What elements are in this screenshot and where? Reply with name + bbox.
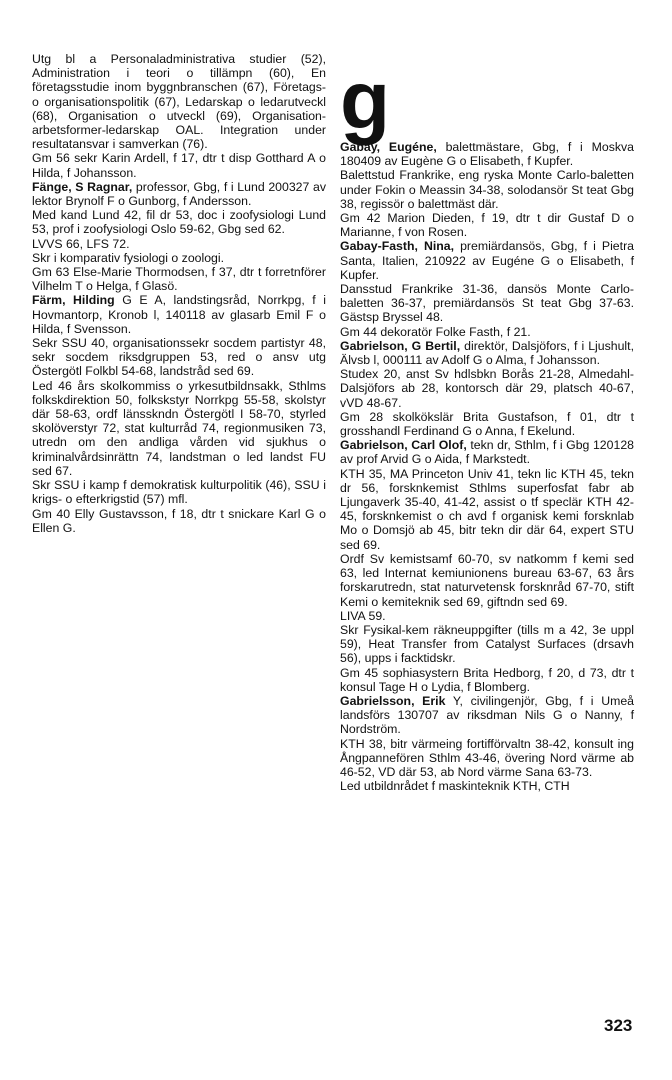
paragraph: Gm 56 sekr Karin Ardell, f 17, dtr t disp Gotthard A o Hilda, f Johansson. <box>32 151 326 180</box>
entry-text: direktör, Dalsjöfors, f i Ljushult, Älvsb l, 000111 av Adolf G o Alma, f Johansson. <box>340 338 634 368</box>
entry-name: Gabrielson, Carl Olof, <box>340 438 467 453</box>
entry-name: S Ragnar, <box>75 179 133 194</box>
paragraph: Dansstud Frankrike 31-36, dansös Monte Carlo-baletten 36-37, premiärdansös St teat Gbg 37-63. Gästsp Bryssel 48. <box>340 282 634 325</box>
paragraph: Led 46 års skolkommiss o yrkesutbildnsakk, Sthlms folkskdirektion 50, folkskstyr Norrkpg 55-58, skolstyr där 58-63, ordf länsskndn Östergötl I 58-70, styrled skolöverstyr 72, stat kulturråd 74, regionmusiken 73, utredn om den andliga vården vid sjukhus o kriminalvårdsinrättn 74, landstman o led landst FU sed 67. <box>32 378 326 478</box>
paragraph: Led utbildnrådet f maskinteknik KTH, CTH <box>340 779 570 794</box>
paragraph: Skr i komparativ fysiologi o zoologi. <box>32 250 225 265</box>
entry-text: balettmästare, Gbg, f i Moskva 180409 av Eugène G o Elisabeth, f Kupfer. <box>340 140 634 169</box>
entry-name: Färm, Hilding <box>32 293 115 308</box>
paragraph: Gm 28 skolkökslär Brita Gustafson, f 01, dtr t grosshandl Ferdinand G o Anna, f Ekelund. <box>340 409 634 439</box>
entry-name: Gabay, Eugéne, <box>340 140 437 154</box>
entry-text: premiärdansös, Gbg, f i Pietra Santa, Italien, 210922 av Eugéne G o Elisabeth, f Kupfer. <box>340 239 634 282</box>
entry-paragraph <box>340 694 634 737</box>
entry-paragraph <box>340 140 634 168</box>
entry-name: Gabrielson, G Bertil, <box>340 338 461 353</box>
paragraph: Med kand Lund 42, fil dr 53, doc i zoofysiologi Lund 53, prof i zoofysiologi Oslo 59-62, Gbg sed 62. <box>32 208 326 237</box>
entry-name: Gabay-Fasth, Nina, <box>340 239 455 254</box>
paragraph: Gm 42 Marion Dieden, f 19, dtr t dir Gustaf D o Marianne, f von Rosen. <box>340 211 634 240</box>
paragraph: KTH 38, bitr värmeing fortifförvaltn 38-42, konsult ing Ångpannefören Sthlm 43-46, övering Nord värme ab 46-52, VD där 53, ab Nord värme Sana 63-73. <box>340 736 634 779</box>
paragraph: Skr Fysikal-kem räkneuppgifter (tills m a 42, 3e uppl 59), Heat Transfer from Catalyst Surfaces (drsavh 56), upps i facktidskr. <box>340 622 634 666</box>
entry-text: tekn dr, Sthlm, f i Gbg 120128 av prof Arvid G o Aida, f Markstedt. <box>340 438 634 467</box>
paragraph: Studex 20, anst Sv hdlsbkn Borås 21-28, Almedahl-Dalsjöfors ab 28, kontorsch där 29, platsch 40-67, vVD 48-67. <box>340 367 634 410</box>
paragraph: Balettstud Frankrike, eng ryska Monte Carlo-baletten under Fokin o Meassin 34-38, solodansör St teat Gbg 38, regissör o balettmäst där. <box>340 168 634 211</box>
paragraph: Gm 45 sophiasystern Brita Hedborg, f 20, d 73, dtr t konsul Tage H o Lydia, f Blomberg. <box>340 665 634 694</box>
entry-paragraph <box>340 239 634 282</box>
entry-paragraph <box>32 180 326 208</box>
entry-text: G E A, landstingsråd, Norrkpg, f i Hovmantorp, Kronob l, 140118 av glasarb Emil F o Hilda, f Svensson. <box>32 293 326 336</box>
paragraph: LVVS 66, LFS 72. <box>32 236 130 251</box>
paragraph: Utg bl a Personaladministrativa studier (52), Administration i teori o tillämpn (60), En företagsstudie inom byggnbranschen (67), Företags- o organisationspolitik (67), Ledarskap o ledarutveckl (68), Organisation o utveckl (69), Organisation-arbetsformer-ledarskap OAL. Integration under resultatansvar i samverkan (76). <box>32 52 326 152</box>
entry-name: Fänge, <box>32 179 76 194</box>
paragraph: Sekr SSU 40, organisationssekr socdem partistyr 48, sekr socdem riksdgruppen 53, red o ansv utg Östergötl Folkbl 54-68, landstråd sed 69. <box>32 336 326 379</box>
entry-paragraph <box>340 339 634 367</box>
paragraph: Gm 63 Else-Marie Thormodsen, f 37, dtr t forretnförer Vilhelm T o Helga, f Glasö. <box>32 265 326 294</box>
section-letter: g <box>340 55 391 146</box>
entry-paragraph <box>32 293 326 336</box>
paragraph: Skr SSU i kamp f demokratisk kulturpolitik (46), SSU i krigs- o efterkrigstid (57) mfl. <box>32 478 326 507</box>
paragraph: Gm 44 dekoratör Folke Fasth, f 21. <box>340 324 531 339</box>
paragraph: LIVA 59. <box>340 608 386 623</box>
entry-text: Y, civilingenjör, Gbg, f i Umeå landsförs 130707 av riksdman Nils G o Nanny, f Nordström. <box>340 693 635 737</box>
left-column <box>32 52 326 535</box>
entry-text: professor, Gbg, f i Lund 200327 av lektor Brynolf F o Gunborg, f Andersson. <box>32 179 326 209</box>
page-number: 323 <box>604 1016 633 1035</box>
entry-name: Gabrielsson, Erik <box>340 693 446 708</box>
paragraph: Gm 40 Elly Gustavsson, f 18, dtr t snickare Karl G o Ellen G. <box>32 506 326 535</box>
entry-paragraph <box>340 438 634 466</box>
right-column <box>340 140 634 793</box>
paragraph: Ordf Sv kemistsamf 60-70, sv natkomm f kemi sed 63, led Internat kemiunionens bureau 63-67, 63 års forskarutredn, stat naturvetensk forsknråd 67-70, stift Kemi o kemiteknik sed 69, giftndn sed 69. <box>340 551 634 609</box>
paragraph: KTH 35, MA Princeton Univ 41, tekn lic KTH 45, tekn dr 56, forsknkemist Sthlms superfosfat fabr ab Ljungaverk 35-40, 41-42, assist o tf speclär KTH 42-45, forsknkemist o ch avd f organisk kemi forsknlab Mo o Domsjö ab 45, bitr tekn dir där 64, expert STU sed 69. <box>340 466 634 552</box>
